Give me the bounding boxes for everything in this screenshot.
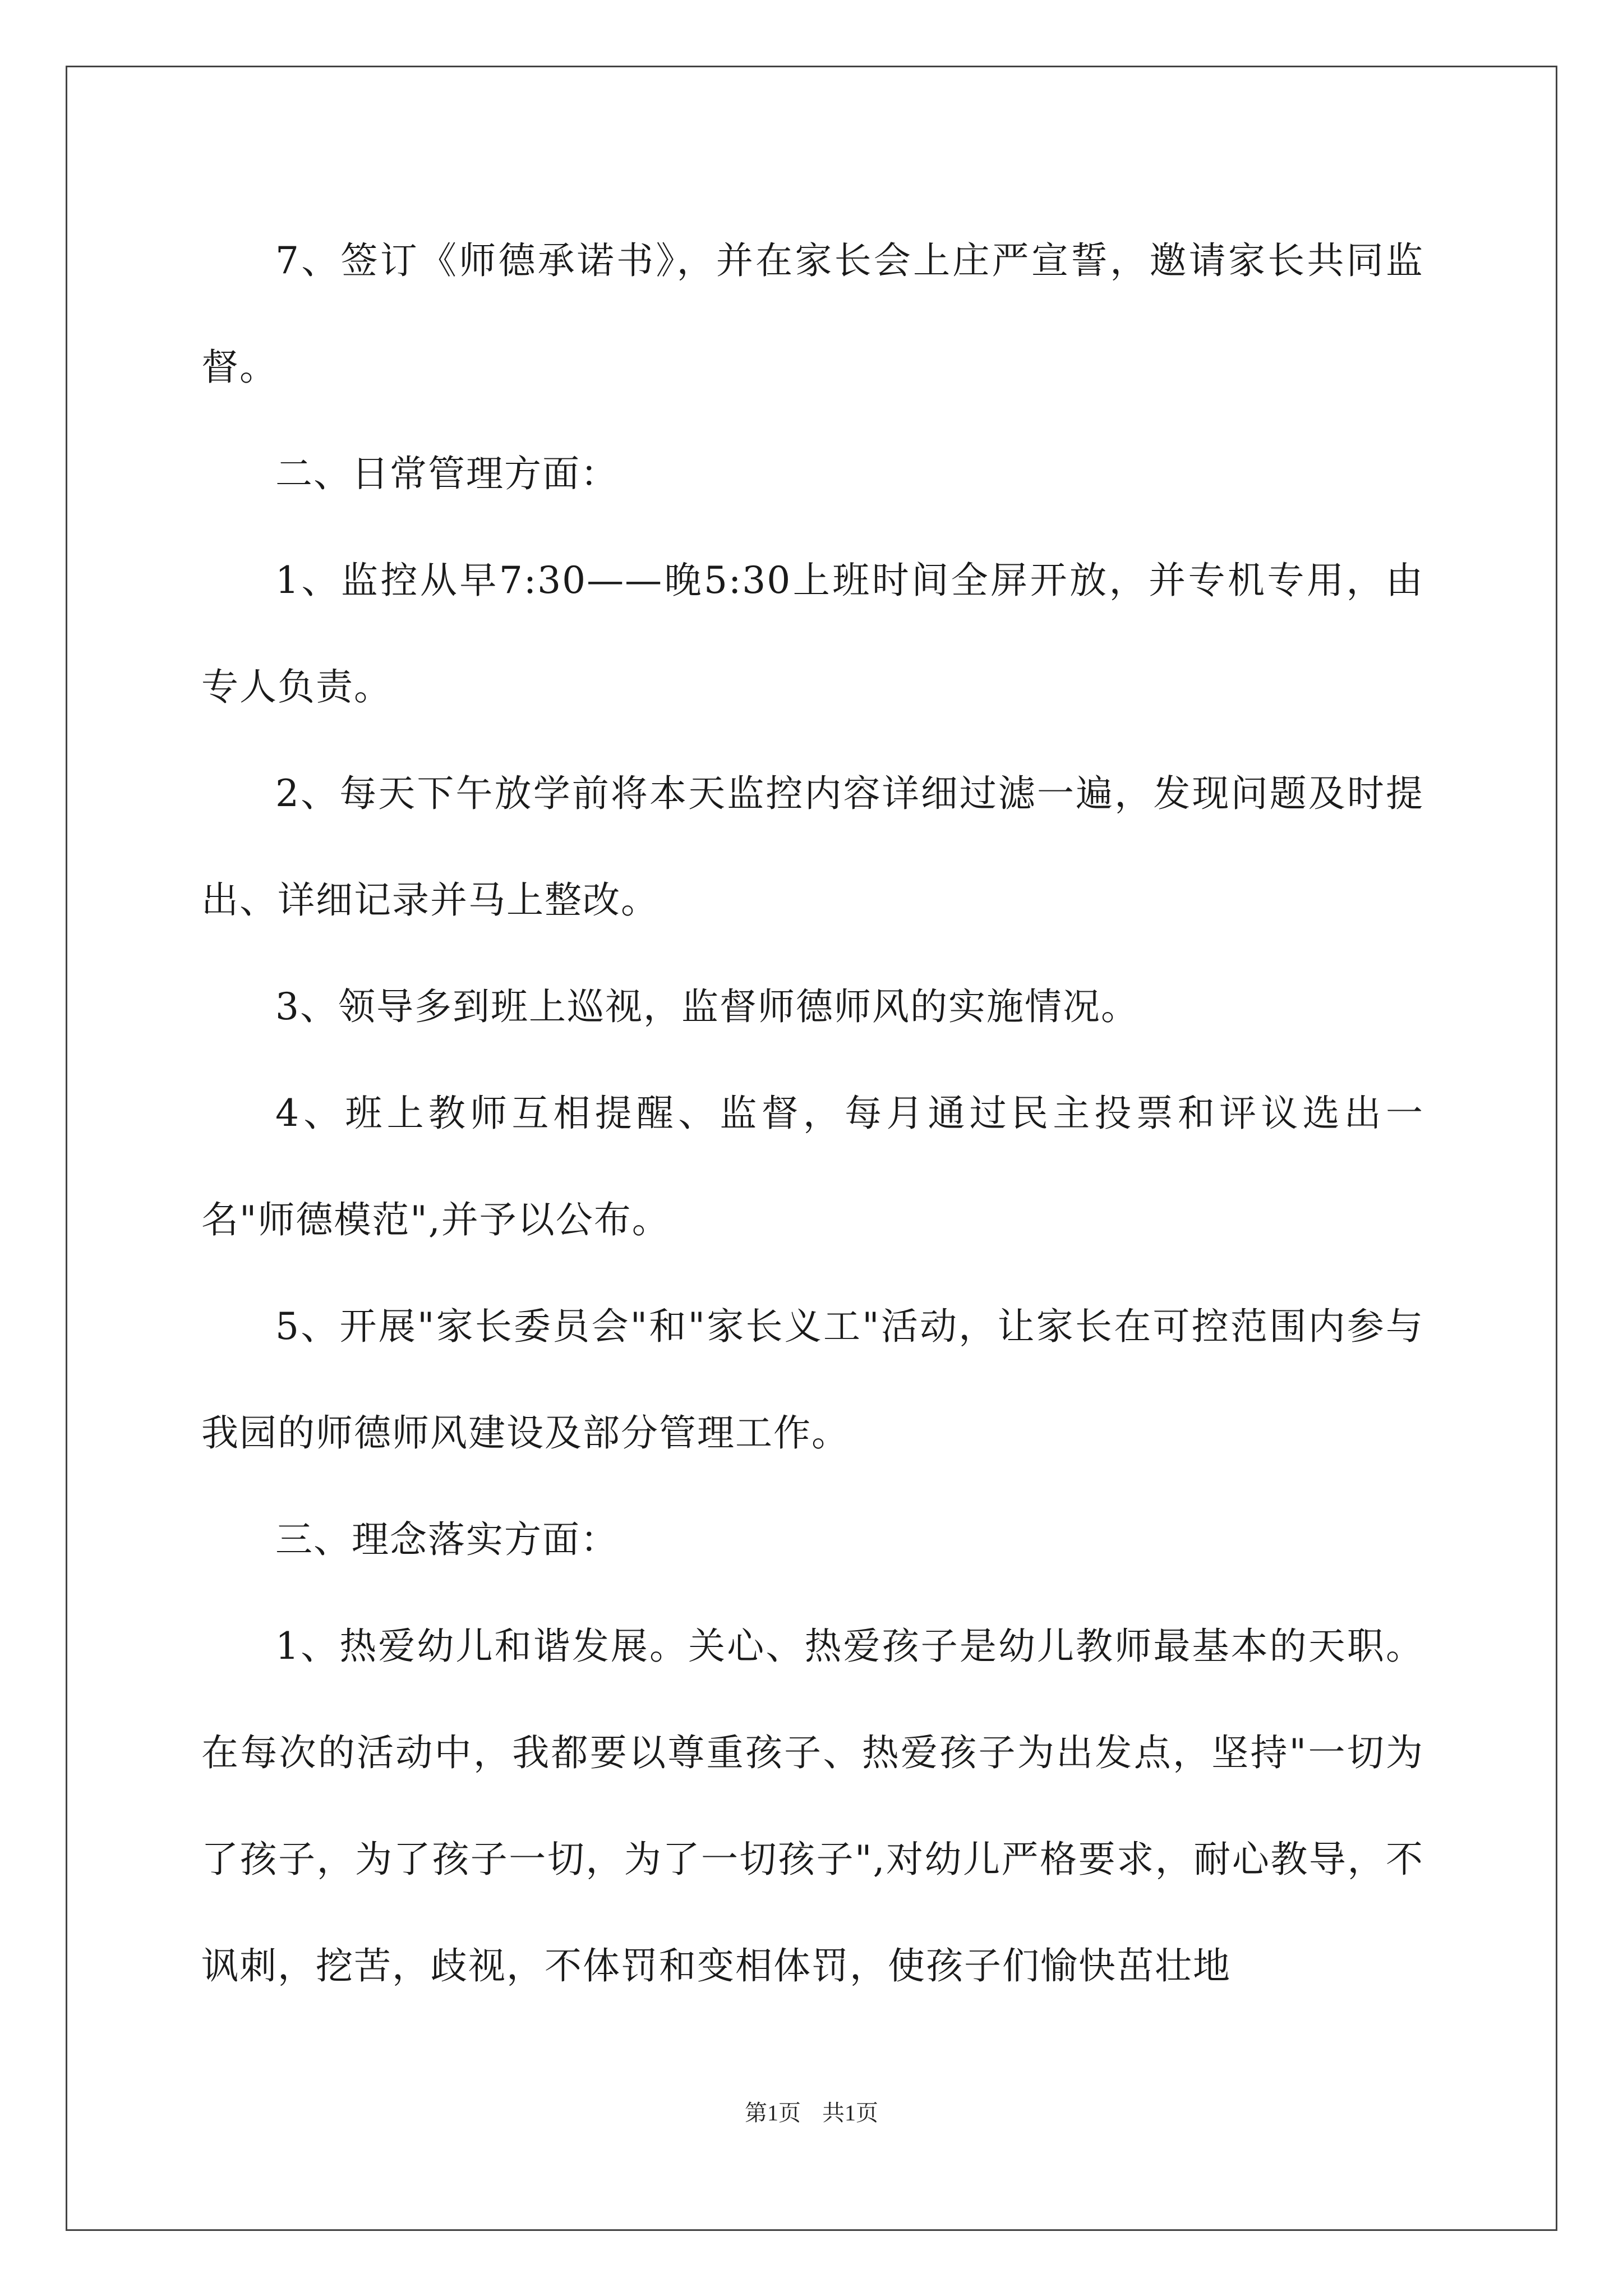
page-total: 共1页 [822, 2100, 878, 2125]
paragraph: 4、班上教师互相提醒、监督，每月通过民主投票和评议选出一名"师德模范",并予以公布。 [201, 1092, 1424, 1241]
document-body [201, 208, 1424, 2019]
section-heading: 二、日常管理方面： [275, 452, 619, 495]
paragraph: 1、热爱幼儿和谐发展。关心、热爱孩子是幼儿教师最基本的天职。在每次的活动中，我都要以尊重孩子、热爱孩子为出发点，坚持"一切为了孩子，为了孩子一切，为了一切孩子",对幼儿严格要求，耐心教导，不讽刺，挖苦，歧视，不体罚和变相体罚，使孩子们愉快茁壮地 [201, 1625, 1424, 1987]
page-number: 第1页 [745, 2100, 801, 2125]
paragraph: 2、每天下午放学前将本天监控内容详细过滤一遍，发现问题及时提出、详细记录并马上整改。 [201, 772, 1424, 922]
section-heading: 三、理念落实方面： [275, 1518, 619, 1561]
paragraph: 1、监控从早7:30——晚5:30上班时间全屏开放，并专机专用，由专人负责。 [201, 559, 1424, 708]
paragraph: 3、领导多到班上巡视，监督师德师风的实施情况。 [275, 985, 1139, 1028]
paragraph: 7、签订《师德承诺书》，并在家长会上庄严宣誓，邀请家长共同监督。 [201, 239, 1424, 389]
page-footer [0, 2095, 1623, 2127]
paragraph: 5、开展"家长委员会"和"家长义工"活动，让家长在可控范围内参与我园的师德师风建设及部分管理工作。 [201, 1305, 1424, 1455]
